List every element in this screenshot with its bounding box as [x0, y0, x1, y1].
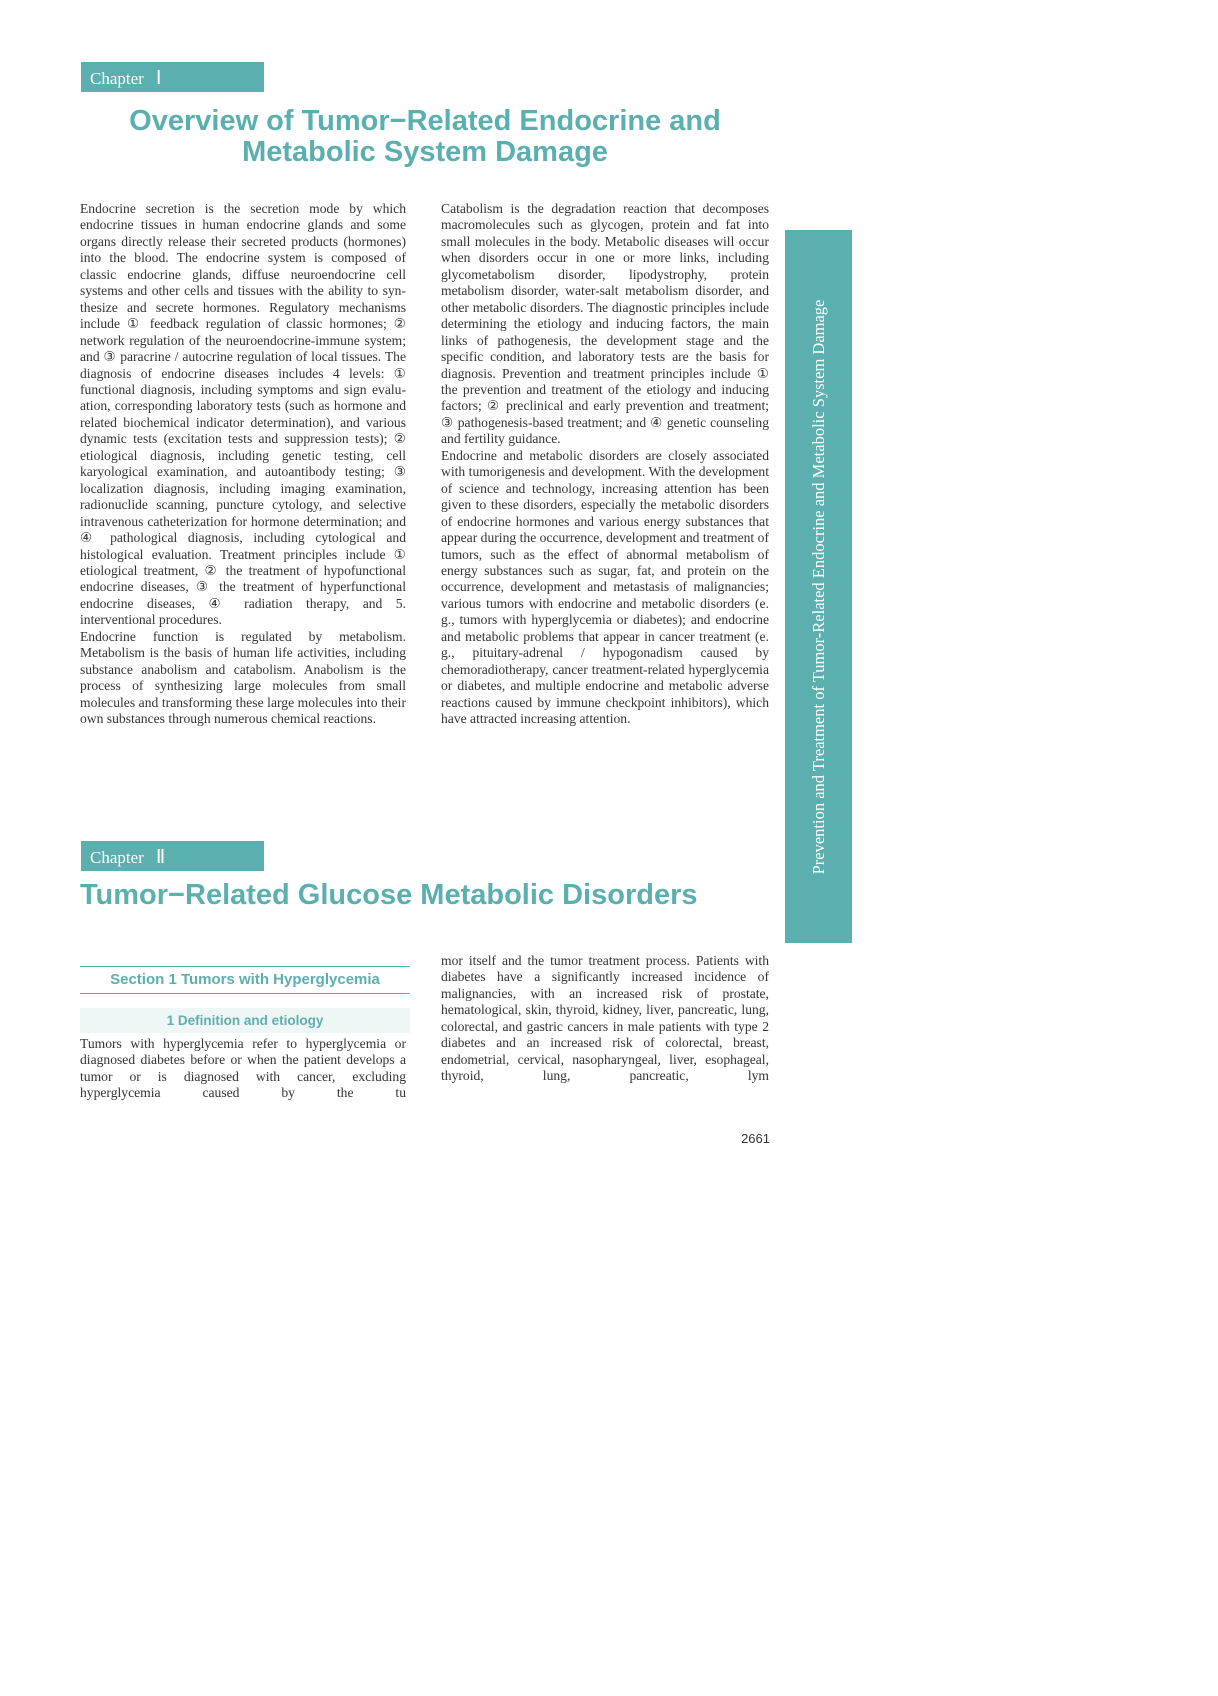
paragraph: Endocrine function is regulated by metabolism. Metabolism is the basis of human life activities, including substance anabolism and catabolism. Anabolism is the process of synthesizing large molecules from small molecules and transforming these large molecules into their own substances through numerous chemical reactions. [80, 628, 406, 727]
side-banner [785, 230, 852, 943]
chapter-1-numeral: Ⅰ [155, 68, 162, 89]
chapter-1-label-box [81, 62, 264, 92]
section-heading: Section 1 Tumors with Hyperglycemia [80, 966, 410, 994]
chapter-1-label: Chapter [90, 69, 144, 88]
side-banner-text: Prevention and Treatment of Tumor-Related Endocrine and Metabolic System Damage [808, 299, 828, 874]
chapter-1-title-line-1: Overview of Tumor−Related Endocrine and [129, 105, 721, 137]
chapter-1-title [80, 106, 770, 168]
paragraph: mor itself and the tumor treatment process. Patients with diabetes have a significantly increased incidence of malignancies, with an increased risk of prostate, hematological, skin, thyroid, kidney, liver, pancreatic, lung, colorectal, and gastric cancers in male patients with type 2 diabetes and an increased risk of colorectal, breast, endometrial, cervical, nasopharyngeal, liver, esophageal, thyroid, lung, pancreatic, lym [441, 953, 769, 1084]
chapter-2-numeral: Ⅱ [155, 847, 166, 868]
paragraph: Endocrine secretion is the secretion mode by which endocrine tissues in human endocrine glands and some organs directly release their secreted products (hormones) into the blood. The endocrine system is composed of classic endocrine glands, diffuse neuroendocrine cell systems and other cells and tissues with the ability to synthesize and secrete hormones. Regulatory mechanisms include ① feedback regulation of classic hormones; ② network regulation of the neuroendocrine-immune system; and ③ paracrine / autocrine regulation of local tissues. The diagnosis of endocrine diseases includes 4 levels: ① functional diagnosis, including symptoms and sign evaluation, corresponding laboratory tests (such as hormone and related biochemical indicator determination), and various dynamic tests (excitation tests and suppression tests); ② etiological diagnosis, including genetic testing, cell karyological examination, and autoantibody testing; ③ localization diagnosis, including imaging examination, radionuclide scanning, puncture cytology, and selective intravenous catheterization for hormone determination; and ④ pathological diagnosis, including cytological and histological evaluation. Treatment principles include ① etiological treatment, ② the treatment of hypofunctional endocrine diseases, ③ the treatment of hyperfunctional endocrine diseases, ④ radiation therapy, and 5. interventional procedures. [80, 201, 406, 628]
chapter-1-left-column [80, 201, 406, 728]
chapter-2-right-column [441, 953, 769, 1085]
chapter-1-right-column [441, 201, 769, 728]
chapter-2-label-box [81, 841, 264, 871]
chapter-2-left-column [80, 1036, 406, 1102]
paragraph: Tumors with hyperglycemia refer to hyperglycemia or diagnosed diabetes before or when the patient develops a tumor or is diagnosed with cancer, excluding hyperglycemia caused by the tu [80, 1036, 406, 1101]
chapter-2-title: Tumor−Related Glucose Metabolic Disorders [80, 879, 698, 911]
chapter-1-title-line-2: Metabolic System Damage [242, 136, 608, 168]
subheading: 1 Definition and etiology [80, 1008, 410, 1033]
page-number: 2661 [741, 1131, 770, 1146]
paragraph: Catabolism is the degradation reaction that decomposes macromolecules such as glycogen, protein and fat into small molecules in the body. Metabolic diseases will occur when disorders occur in one or more links, including glycometabolism disorder, lipodystrophy, protein metabolism disorder, water-salt metabolism disorder, and other metabolic disorders. The diagnostic principles include determining the etiology and inducing factors, the main links of pathogenesis, the development stage and the specific condition, and laboratory tests are the basis for diagnosis. Prevention and treatment principles include ① the prevention and treatment of the etiology and inducing factors; ② preclinical and early prevention and treatment; ③ pathogenesis-based treatment; and ④ genetic counseling and fertility guidance. [441, 201, 769, 447]
chapter-2-label: Chapter [90, 848, 144, 867]
paragraph: Endocrine and metabolic disorders are closely associated with tumorigenesis and development. With the development of science and technology, increasing attention has been given to these disorders, especially the metabolic disorders of endocrine hormones and various energy substances that appear during the occurrence, development and treatment of tumors, such as the effect of abnormal metabolism of energy substances such as sugar, fat, and protein on the occurrence, development and metastasis of malignancies; various tumors with endocrine and metabolic disorders (e. g., tumors with hyperglycemia or diabetes); and endocrine and metabolic problems that appear in cancer treatment (e. g., pituitary-adrenal / hypogonadism caused by chemoradiotherapy, cancer treatment-related hyperglycemia or diabetes, and multiple endocrine and metabolic adverse reactions caused by immune checkpoint inhibitors), which have attracted increasing attention. [441, 447, 769, 727]
